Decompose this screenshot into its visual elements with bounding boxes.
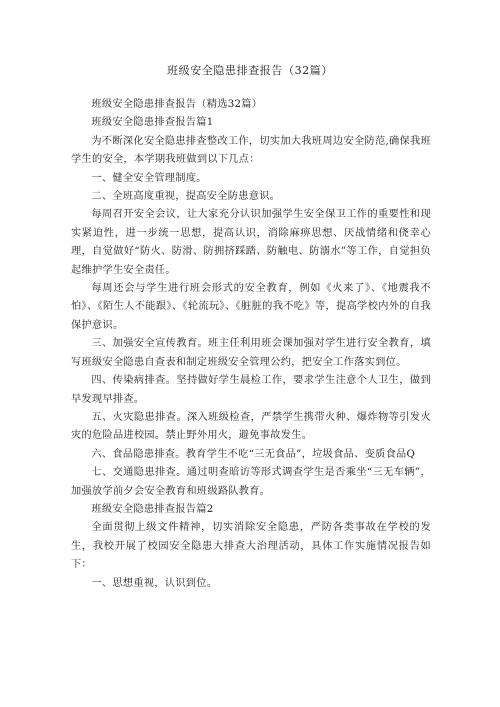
paragraph: 每周还会与学生进行班会形式的安全教育，例如《火来了》、《地震我不怕》、《陌生人不能跟》、《轮流玩》、《脏脏的我不吃》等，提高学校内外的自我保护意识。: [71, 283, 431, 331]
paragraph: 三、加强安全宣传教育。班主任利用班会课加强对学生进行安全教育，填写班级安全隐患自查表和制定班级安全管理公约，把安全工作落实到位。: [71, 338, 431, 368]
paragraph: 五、火灾隐患排查。深入班级检查，严禁学生携带火种、爆炸物等引发火灾的危险品进校园。禁止野外用火，避免事故发生。: [71, 411, 431, 442]
paragraph: 六、食品隐患排查。教育学生不吃“三无食品”，垃圾食品、变质食品Q: [91, 448, 416, 460]
paragraph: 全面贯彻上级文件精神，切实消除安全隐患，严防各类事故在学校的发生，我校开展了校园安全隐患大排查大治理活动，具体工作实施情况报告如下：: [71, 522, 431, 571]
paragraph: 每周召开安全会议，让大家充分认识加强学生安全保卫工作的重要性和现实紧迫性，进一步统一思想，提高认识，消除麻痹思想、厌战情绪和侥幸心理，自觉做好“防火、防滑、防拥挤踩踏、防触电、防溺水”等工作，自觉担负起维护学生安全责任。: [71, 209, 431, 276]
paragraph: 班级安全隐患排查报告篇2: [91, 503, 214, 515]
paragraph: 二、全班高度重视，提高安全防患意识。: [91, 191, 281, 203]
paragraph: 一、健全安全管理制度。: [91, 172, 207, 184]
document-title: 班级安全隐患排查报告（32篇）: [167, 64, 333, 77]
paragraph: 班级安全隐患排查报告（精选32篇）: [91, 99, 263, 110]
document-body: [71, 96, 431, 593]
paragraph: 一、思想重视，认识到位。: [91, 577, 218, 589]
paragraph: 七、交通隐患排查。通过明查暗访等形式调查学生是否乘坐“三无车辆”，加强放学前夕会安全教育和班级路队教育。: [71, 467, 431, 497]
paragraph: 班级安全隐患排查报告篇1: [91, 117, 214, 129]
paragraph: 四、传染病排查。坚持做好学生晨检工作，要求学生注意个人卫生，做到早发现早排查。: [71, 375, 431, 405]
paragraph: 为不断深化安全隐患排查整改工作，切实加大我班周边安全防范,确保我班学生的安全，本学期我班做到以下几点：: [71, 135, 431, 166]
